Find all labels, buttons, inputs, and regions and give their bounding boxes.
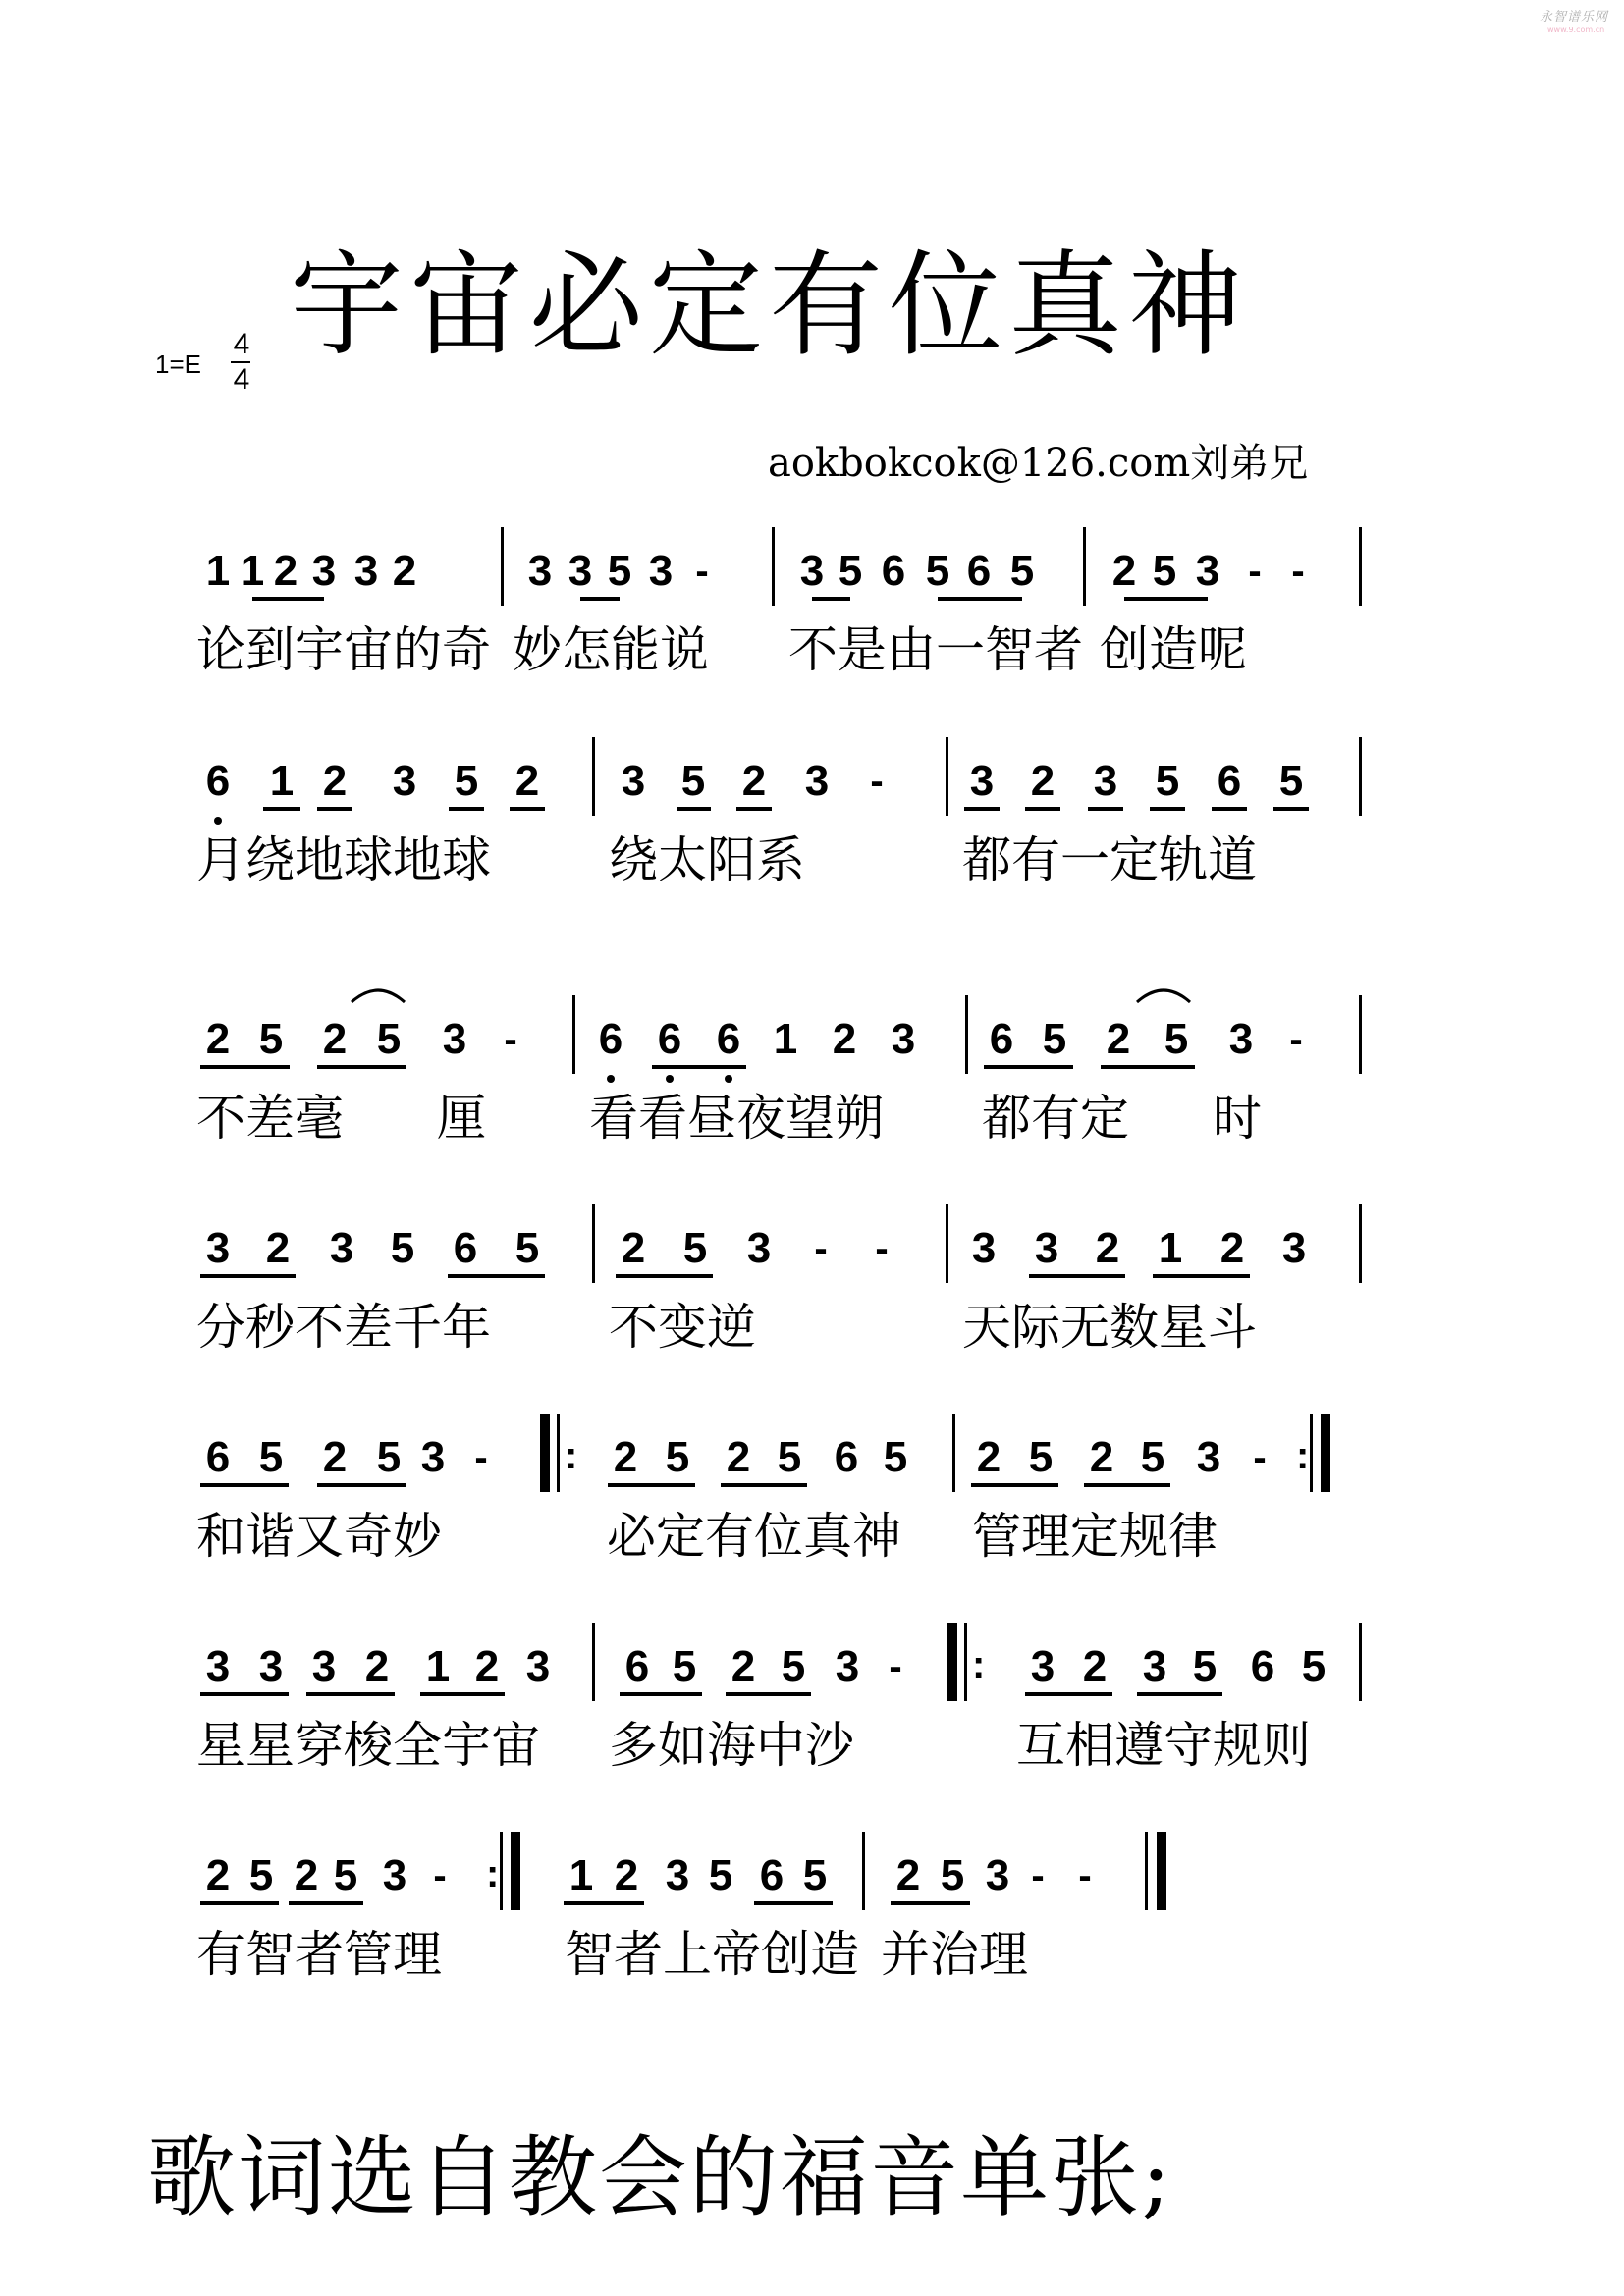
barline: [572, 995, 575, 1074]
note-digit: 3: [1195, 547, 1220, 595]
note-digit: 3: [258, 1642, 284, 1690]
note-digit: 6: [205, 1433, 231, 1481]
note-digit: 2: [474, 1642, 500, 1690]
eighth-underline: [891, 1901, 970, 1905]
note-digit: 3: [382, 1851, 407, 1899]
note-digit: 2: [1082, 1642, 1108, 1690]
note-digit: 5: [682, 1224, 708, 1272]
eighth-underline: [984, 1065, 1073, 1069]
note-digit: 5: [1278, 757, 1304, 805]
note-digit: 2: [614, 1851, 639, 1899]
eighth-underline: [1084, 1483, 1170, 1487]
hold-dash: -: [1253, 1436, 1267, 1479]
time-signature-bottom: 4: [233, 363, 250, 396]
eighth-underline: [510, 807, 545, 811]
eighth-underline: [726, 1692, 811, 1696]
eighth-underline: [1212, 807, 1247, 811]
lyric-line: 并治理: [881, 1926, 1028, 1983]
lyric-line: 都有一定轨道: [962, 831, 1257, 888]
note-digit: 3: [392, 757, 417, 805]
note-digit: 2: [832, 1015, 857, 1063]
thick-barline: [540, 1414, 550, 1492]
note-digit: 3: [746, 1224, 772, 1272]
note-digit: 5: [925, 547, 950, 595]
barline: [772, 527, 775, 606]
lyric-line: 妙怎能说: [513, 621, 709, 678]
note-digit: 2: [1095, 1224, 1120, 1272]
note-digit: 5: [781, 1642, 806, 1690]
lyric-line: 和谐又奇妙: [196, 1508, 442, 1565]
eighth-underline: [608, 1483, 695, 1487]
barline: [952, 1414, 955, 1492]
note-digit: 3: [311, 1642, 337, 1690]
eighth-underline: [200, 1692, 289, 1696]
lyric-line: 创造呢: [1100, 621, 1247, 678]
lyric-line: 互相遵守规则: [1016, 1717, 1311, 1774]
note-digit: 3: [804, 757, 830, 805]
note-digit: 3: [442, 1015, 467, 1063]
barline: [592, 1204, 595, 1283]
lyric-line: 论到宇宙的奇: [196, 621, 491, 678]
low-octave-dot: [214, 817, 222, 825]
eighth-underline: [754, 1901, 833, 1905]
note-digit: 5: [1028, 1433, 1054, 1481]
note-digit: 1: [1158, 1224, 1183, 1272]
eighth-underline: [317, 1065, 406, 1069]
eighth-underline: [200, 1274, 296, 1278]
note-digit: 5: [665, 1433, 690, 1481]
note-digit: 6: [598, 1015, 623, 1063]
note-digit: 2: [273, 547, 298, 595]
author-credit: aokbokcok@126.com刘弟兄: [768, 441, 1309, 486]
note-digit: 3: [1093, 757, 1118, 805]
note-digit: 6: [966, 547, 992, 595]
barline: [1145, 1832, 1148, 1910]
note-digit: 2: [1106, 1015, 1131, 1063]
note-digit: 2: [621, 1224, 646, 1272]
note-digit: 6: [657, 1015, 682, 1063]
eighth-underline: [1025, 1692, 1112, 1696]
note-digit: 2: [265, 1224, 291, 1272]
eighth-underline: [449, 807, 484, 811]
eighth-underline: [317, 807, 352, 811]
lyric-line: 不差毫: [196, 1090, 344, 1147]
slur-arc: [349, 983, 407, 1006]
note-digit: 2: [322, 1433, 348, 1481]
note-digit: 3: [420, 1433, 446, 1481]
note-digit: 3: [969, 757, 995, 805]
thick-barline: [511, 1832, 520, 1910]
note-digit: 3: [568, 547, 593, 595]
hold-dash: -: [875, 1227, 889, 1270]
low-octave-dot: [607, 1075, 615, 1083]
note-digit: 2: [205, 1851, 231, 1899]
eighth-underline: [420, 1692, 505, 1696]
note-digit: 1: [773, 1015, 798, 1063]
barline: [862, 1832, 865, 1910]
eighth-underline: [200, 1065, 290, 1069]
eighth-underline: [263, 807, 300, 811]
thick-barline: [947, 1623, 957, 1701]
repeat-dots: :: [486, 1852, 500, 1896]
eighth-underline: [620, 1692, 702, 1696]
eighth-underline: [652, 1065, 746, 1069]
barline: [946, 1204, 948, 1283]
note-digit: 5: [258, 1015, 284, 1063]
eighth-underline: [1029, 1274, 1125, 1278]
note-digit: 1: [240, 547, 265, 595]
eighth-underline: [964, 807, 1000, 811]
note-digit: 3: [648, 547, 674, 595]
hold-dash: -: [695, 550, 709, 593]
lyric-line: 智者上帝创造: [565, 1926, 859, 1983]
barline: [501, 527, 504, 606]
page-title: 宇宙必定有位真神: [290, 240, 1248, 372]
note-digit: 6: [1250, 1642, 1275, 1690]
barline: [1083, 527, 1086, 606]
note-digit: 5: [390, 1224, 415, 1272]
lyric-line: 分秒不差千年: [196, 1299, 491, 1356]
watermark: 永智谱乐网: [1540, 10, 1609, 25]
eighth-underline: [1153, 1274, 1250, 1278]
note-digit: 5: [777, 1433, 802, 1481]
eighth-underline: [448, 1274, 545, 1278]
note-digit: 2: [322, 1015, 348, 1063]
note-digit: 6: [881, 547, 906, 595]
barline: [1359, 995, 1362, 1074]
note-digit: 2: [731, 1642, 756, 1690]
lyric-line: 月绕地球地球: [196, 831, 491, 888]
note-digit: 5: [883, 1433, 908, 1481]
eighth-underline: [1101, 1065, 1195, 1069]
eighth-underline: [580, 597, 620, 601]
note-digit: 2: [895, 1851, 921, 1899]
eighth-underline: [736, 807, 772, 811]
barline: [1359, 1204, 1362, 1283]
note-digit: 5: [1155, 757, 1180, 805]
note-digit: 5: [333, 1851, 358, 1899]
note-digit: 5: [1301, 1642, 1326, 1690]
lyric-line: 不变逆: [609, 1299, 756, 1356]
note-digit: 5: [708, 1851, 733, 1899]
note-digit: 6: [1217, 757, 1242, 805]
note-digit: 3: [329, 1224, 354, 1272]
lyric-line: 天际无数星斗: [962, 1299, 1257, 1356]
eighth-underline: [1137, 1692, 1222, 1696]
low-octave-dot: [666, 1075, 674, 1083]
note-digit: 3: [527, 547, 553, 595]
note-digit: 5: [376, 1433, 402, 1481]
note-digit: 5: [514, 1224, 540, 1272]
hold-dash: -: [1289, 1018, 1303, 1061]
note-digit: 3: [1196, 1433, 1221, 1481]
note-digit: 2: [322, 757, 348, 805]
note-digit: 2: [613, 1433, 638, 1481]
note-digit: 2: [205, 1015, 231, 1063]
note-digit: 3: [205, 1642, 231, 1690]
note-digit: 2: [364, 1642, 390, 1690]
lyric-line: 星星穿梭全宇宙: [196, 1717, 540, 1774]
note-digit: 3: [1034, 1224, 1059, 1272]
final-barline: [1157, 1832, 1166, 1910]
note-digit: 5: [1164, 1015, 1189, 1063]
note-digit: 2: [1219, 1224, 1245, 1272]
note-digit: 2: [294, 1851, 319, 1899]
barline: [1310, 1414, 1313, 1492]
lyric-line: 时: [1213, 1090, 1262, 1147]
note-digit: 5: [680, 757, 706, 805]
barline: [946, 737, 948, 816]
thick-barline: [1321, 1414, 1330, 1492]
hold-dash: -: [889, 1645, 902, 1688]
eighth-underline: [979, 597, 1022, 601]
lyric-line: 看看昼夜望朔: [589, 1090, 884, 1147]
note-digit: 3: [665, 1851, 690, 1899]
note-digit: 3: [353, 547, 379, 595]
repeat-dots: :: [1296, 1434, 1310, 1477]
barline: [557, 1414, 560, 1492]
low-octave-dot: [725, 1075, 732, 1083]
note-digit: 1: [425, 1642, 451, 1690]
barline: [592, 1623, 595, 1701]
note-digit: 3: [1030, 1642, 1056, 1690]
eighth-underline: [564, 1901, 644, 1905]
note-digit: 5: [1152, 547, 1177, 595]
note-digit: 2: [1030, 757, 1056, 805]
note-digit: 5: [376, 1015, 402, 1063]
hold-dash: -: [433, 1854, 447, 1897]
eighth-underline: [1150, 807, 1185, 811]
note-digit: 6: [716, 1015, 741, 1063]
note-digit: 5: [607, 547, 632, 595]
eighth-underline: [317, 1483, 406, 1487]
note-digit: 1: [568, 1851, 594, 1899]
note-digit: 3: [891, 1015, 916, 1063]
note-digit: 2: [741, 757, 767, 805]
note-digit: 5: [940, 1851, 965, 1899]
note-digit: 2: [392, 547, 417, 595]
lyric-line: 不是由一智者: [788, 621, 1083, 678]
lyric-line: 多如海中沙: [609, 1717, 854, 1774]
hold-dash: -: [1291, 550, 1305, 593]
eighth-underline: [616, 1274, 713, 1278]
slur-arc: [1134, 983, 1193, 1006]
note-digit: 2: [976, 1433, 1001, 1481]
hold-dash: -: [504, 1018, 517, 1061]
note-digit: 5: [1042, 1015, 1067, 1063]
note-digit: 3: [985, 1851, 1010, 1899]
key-signature: 1=E: [155, 349, 201, 379]
hold-dash: -: [1031, 1854, 1045, 1897]
note-digit: 6: [205, 757, 231, 805]
note-digit: 5: [1140, 1433, 1165, 1481]
note-digit: 6: [453, 1224, 478, 1272]
eighth-underline: [200, 1483, 289, 1487]
note-digit: 1: [205, 547, 231, 595]
hold-dash: -: [474, 1436, 488, 1479]
eighth-underline: [200, 1901, 279, 1905]
barline: [1359, 737, 1362, 816]
note-digit: 3: [621, 757, 646, 805]
barline: [592, 737, 595, 816]
note-digit: 3: [1228, 1015, 1254, 1063]
watermark-url: www.9.com.cn: [1547, 26, 1605, 34]
repeat-dots: :: [972, 1643, 986, 1686]
time-signature-top: 4: [233, 328, 250, 360]
lyric-line: 绕太阳系: [609, 831, 805, 888]
repeat-dots: :: [565, 1434, 578, 1477]
note-digit: 5: [802, 1851, 828, 1899]
note-digit: 6: [834, 1433, 859, 1481]
note-digit: 5: [454, 757, 479, 805]
barline: [964, 1623, 967, 1701]
hold-dash: -: [814, 1227, 828, 1270]
note-digit: 3: [1281, 1224, 1307, 1272]
eighth-underline: [721, 1483, 807, 1487]
lyric-line: 必定有位真神: [607, 1508, 901, 1565]
note-digit: 3: [1142, 1642, 1167, 1690]
barline: [965, 995, 968, 1074]
barline: [500, 1832, 503, 1910]
lyric-line: 有智者管理: [196, 1926, 442, 1983]
note-digit: 6: [989, 1015, 1014, 1063]
note-digit: 5: [248, 1851, 274, 1899]
note-digit: 3: [835, 1642, 860, 1690]
barline: [1359, 1623, 1362, 1701]
eighth-underline: [812, 597, 850, 601]
note-digit: 5: [838, 547, 863, 595]
eighth-underline: [938, 597, 979, 601]
eighth-underline: [289, 1901, 363, 1905]
hold-dash: -: [870, 760, 884, 803]
eighth-underline: [677, 807, 711, 811]
eighth-underline: [306, 1692, 395, 1696]
lyric-line: 厘: [437, 1090, 486, 1147]
barline: [1359, 527, 1362, 606]
eighth-underline: [971, 1483, 1058, 1487]
eighth-underline: [1088, 807, 1123, 811]
note-digit: 3: [799, 547, 825, 595]
lyric-line: 都有定: [982, 1090, 1129, 1147]
footer-note: 歌词选自教会的福音单张;: [147, 2126, 1173, 2229]
lyric-line: 管理定规律: [972, 1508, 1218, 1565]
note-digit: 5: [258, 1433, 284, 1481]
note-digit: 5: [1009, 547, 1035, 595]
note-digit: 2: [514, 757, 540, 805]
eighth-underline: [1025, 807, 1060, 811]
note-digit: 2: [1089, 1433, 1114, 1481]
eighth-underline: [1273, 807, 1309, 811]
note-digit: 6: [624, 1642, 650, 1690]
note-digit: 3: [525, 1642, 551, 1690]
eighth-underline: [252, 597, 324, 601]
note-digit: 5: [1192, 1642, 1218, 1690]
note-digit: 3: [205, 1224, 231, 1272]
hold-dash: -: [1248, 550, 1262, 593]
note-digit: 1: [269, 757, 295, 805]
note-digit: 2: [1111, 547, 1137, 595]
note-digit: 3: [971, 1224, 997, 1272]
note-digit: 3: [311, 547, 337, 595]
note-digit: 2: [726, 1433, 751, 1481]
note-digit: 6: [759, 1851, 785, 1899]
note-digit: 5: [672, 1642, 697, 1690]
hold-dash: -: [1078, 1854, 1092, 1897]
eighth-underline: [1124, 597, 1208, 601]
